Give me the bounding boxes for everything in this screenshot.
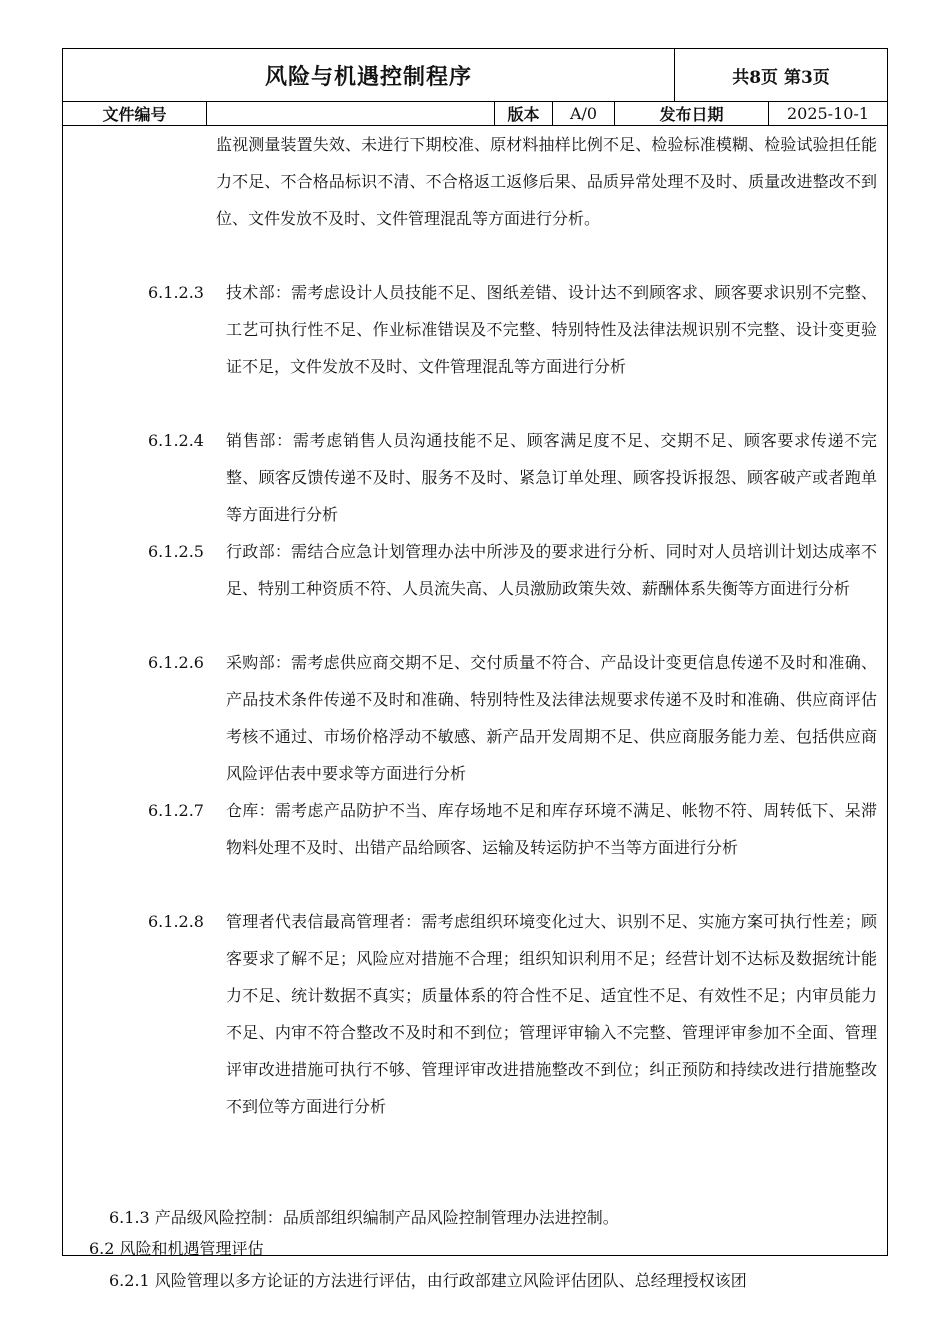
item-number: 6.1.2.3 (148, 283, 204, 302)
item-text: 销售部：需考虑销售人员沟通技能不足、顾客满足度不足、交期不足、顾客要求传递不完整、顾客反馈传递不及时、服务不及时、紧急订单处理、顾客投诉报怨、顾客破产或者跑单等方面进行分析 (226, 431, 877, 524)
item-6-1-3: 6.1.3 产品级风险控制：品质部组织编制产品风险控制管理办法进控制。 (109, 1208, 619, 1227)
item-text: 行政部：需结合应急计划管理办法中所涉及的要求进行分析、同时对人员培训计划达成率不足、特别工种资质不符、人员流失高、人员激励政策失效、薪酬体系失衡等方面进行分析 (226, 542, 877, 598)
item-6-2-1: 6.2.1 风险管理以多方论证的方法进行评估，由行政部建立风险评估团队、总经理授权该团 (109, 1271, 747, 1290)
document-meta-row (63, 101, 887, 126)
page-count: 共8页 第3页 (732, 67, 830, 88)
doc-number-value (207, 101, 495, 125)
document-title: 风险与机遇控制程序 (63, 49, 675, 101)
item-number: 6.1.2.6 (148, 653, 204, 672)
version-label: 版本 (495, 101, 553, 125)
item-number: 6.1.2.7 (148, 801, 204, 820)
item-text: 采购部：需考虑供应商交期不足、交付质量不符合、产品设计变更信息传递不及时和准确、产品技术条件传递不及时和准确、特别特性及法律法规要求传递不及时和准确、供应商评估考核不通过、市场价格浮动不敏感、新产品开发周期不足、供应商服务能力差、包括供应商风险评估表中要求等方面进行分析 (226, 653, 877, 783)
item-text: 技术部：需考虑设计人员技能不足、图纸差错、设计达不到顾客求、顾客要求识别不完整、工艺可执行性不足、作业标准错误及不完整、特别特性及法律法规识别不完整、设计变更验证不足，文件发放不及时、文件管理混乱等方面进行分析 (226, 283, 877, 376)
item-text: 仓库：需考虑产品防护不当、库存场地不足和库存环境不满足、帐物不符、周转低下、呆滞物料处理不及时、出错产品给顾客、运输及转运防护不当等方面进行分析 (226, 801, 877, 857)
document-body (63, 126, 887, 1290)
release-date-value: 2025-10-1 (786, 103, 870, 123)
document-frame (62, 48, 888, 1290)
release-date-label: 发布日期 (615, 101, 769, 125)
version-value: A/0 (553, 101, 615, 125)
document-header (63, 49, 887, 102)
item-number: 6.1.2.5 (148, 542, 204, 561)
section-heading-6-2: 6.2 风险和机遇管理评估 (89, 1239, 264, 1258)
intro-text: 监视测量装置失效、未进行下期校准、原材料抽样比例不足、检验标准模糊、检验试验担任能力不足、不合格品标识不清、不合格返工返修后果、品质异常处理不及时、质量改进整改不到位、文件发放不及时、文件管理混乱等方面进行分析。 (216, 135, 877, 228)
doc-number-label: 文件编号 (63, 101, 207, 125)
item-text: 管理者代表信最高管理者：需考虑组织环境变化过大、识别不足、实施方案可执行性差；顾客要求了解不足；风险应对措施不合理；组织知识利用不足；经营计划不达标及数据统计能力不足、统计数据不真实；质量体系的符合性不足、适宜性不足、有效性不足；内审员能力不足、内审不符合整改不及时和不到位；管理评审输入不完整、管理评审参加不全面、管理评审改进措施可执行不够、管理评审改进措施整改不到位；纠正预防和持续改进行措施整改不到位等方面进行分析 (226, 912, 877, 1116)
item-number: 6.1.2.8 (148, 912, 204, 931)
item-number: 6.1.2.4 (148, 431, 204, 450)
